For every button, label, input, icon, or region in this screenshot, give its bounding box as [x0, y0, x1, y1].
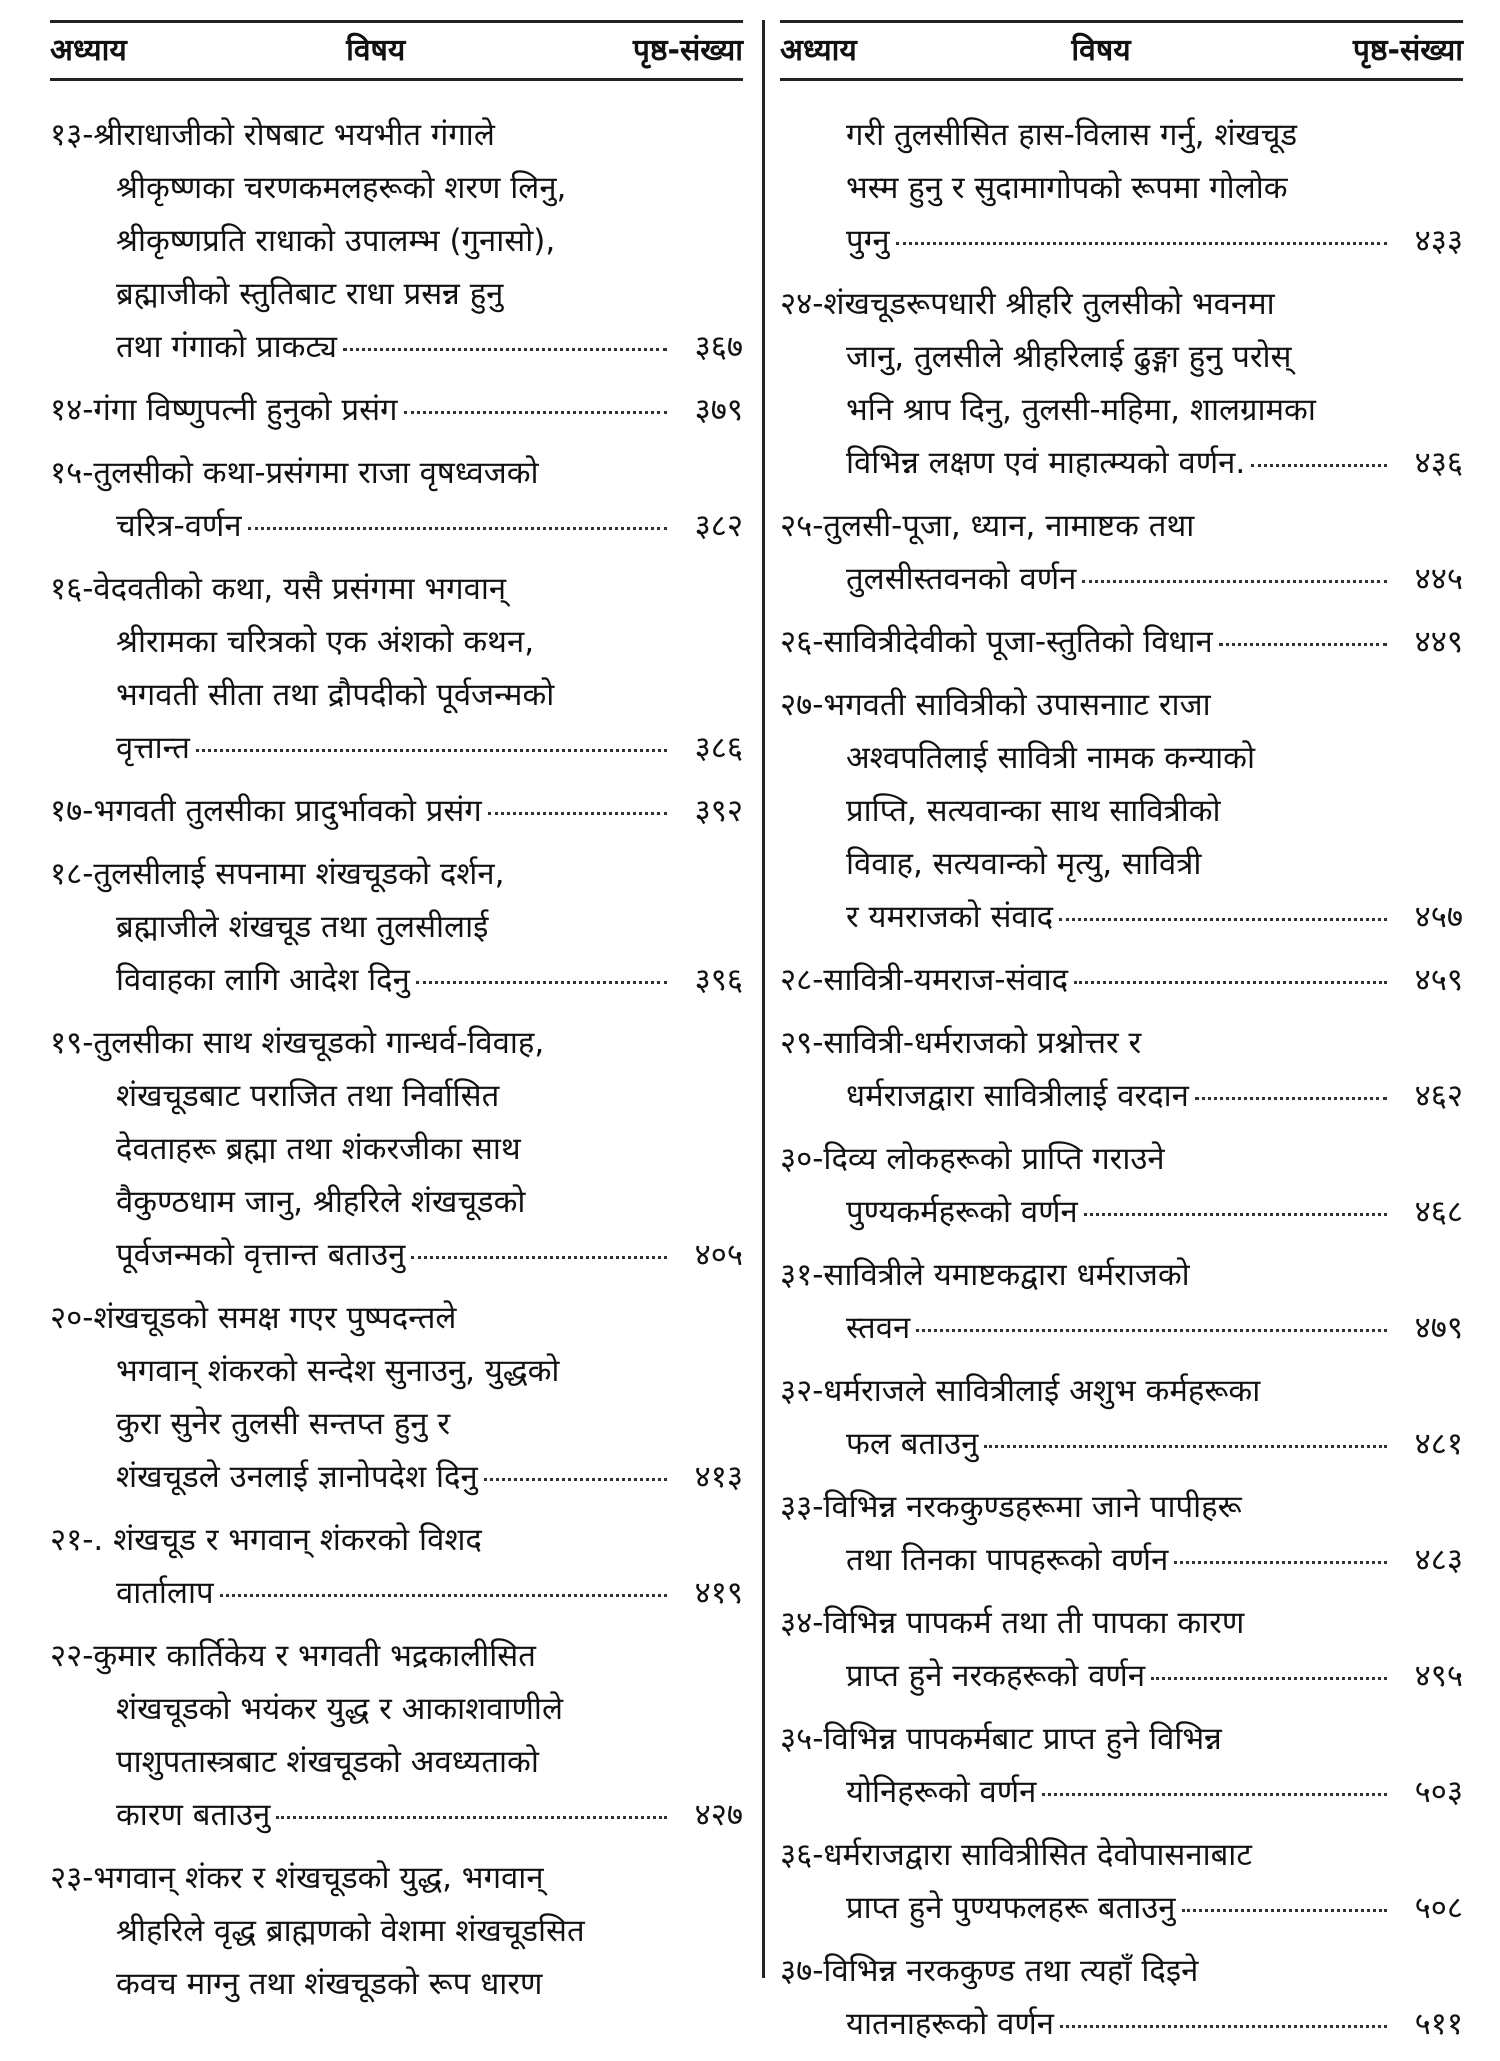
entry-page-number: ४२७ — [694, 1797, 743, 1833]
entry-last-line — [50, 1567, 673, 1620]
entry-last-line — [50, 954, 673, 1007]
right-column — [780, 20, 1463, 2061]
entry-line: भगवान् शंकरको सन्देश सुनाउनु, युद्धको — [116, 1353, 560, 1389]
toc-entry — [780, 500, 1463, 606]
entry-last-line-text: पुग्नु — [846, 223, 890, 259]
entry-last-line-text: वार्तालाप — [116, 1575, 214, 1611]
entry-line: ३२-धर्मराजले सावित्रीलाई अशुभ कर्महरूका — [780, 1373, 1261, 1409]
entry-line: ३१-सावित्रीले यमाष्टकद्वारा धर्मराजको — [780, 1257, 1190, 1293]
entry-line: १९-तुलसीका साथ शंखचूडको गान्धर्व-विवाह, — [50, 1025, 545, 1061]
entry-line: ३०-दिव्य लोकहरूको प्राप्ति गराउने — [780, 1141, 1165, 1177]
header-chapter: अध्याय — [780, 33, 857, 68]
toc-entry — [780, 679, 1463, 944]
left-column — [50, 20, 743, 2021]
entry-line: श्रीहरिले वृद्ध ब्राह्मणको वेशमा शंखचूडसित — [116, 1913, 585, 1949]
entry-line: देवताहरू ब्रह्मा तथा शंकरजीका साथ — [116, 1131, 521, 1167]
entry-page-number: ४३३ — [1414, 223, 1463, 259]
header-page-number: पृष्ठ-संख्या — [632, 33, 743, 68]
entry-text — [780, 1481, 1393, 1587]
entry-line: ब्रह्माजीले शंखचूड तथा तुलसीलाई — [116, 909, 489, 945]
entry-last-line-text: १७-भगवती तुलसीका प्रादुर्भावको प्रसंग — [50, 793, 482, 829]
entry-last-line-text: स्तवन — [846, 1310, 911, 1346]
entry-page-number: ३८२ — [694, 508, 743, 544]
entry-line: शंखचूडको भयंकर युद्ध र आकाशवाणीले — [116, 1691, 563, 1727]
entry-text — [50, 447, 673, 553]
toc-entry — [780, 278, 1463, 490]
dot-leader — [984, 1445, 1387, 1448]
entry-text — [780, 1597, 1393, 1703]
entry-line: कुरा सुनेर तुलसी सन्तप्त हुनु र — [116, 1406, 451, 1442]
toc-entry — [780, 1597, 1463, 1703]
entry-text — [780, 109, 1393, 268]
entry-last-line-text: कारण बताउनु — [116, 1797, 271, 1833]
toc-entry — [50, 1630, 743, 1842]
entry-line: गरी तुलसीसित हास-विलास गर्नु, शंखचूड — [846, 117, 1298, 153]
dot-leader — [196, 749, 667, 752]
entry-line: भनि श्राप दिनु, तुलसी-महिमा, शालग्रामका — [846, 392, 1316, 428]
entry-line: भस्म हुनु र सुदामागोपको रूपमा गोलोक — [846, 170, 1288, 206]
entry-line: २३-भगवान् शंकर र शंखचूडको युद्ध, भगवान् — [50, 1860, 544, 1896]
entry-page-number: ४५७ — [1414, 899, 1463, 935]
dot-leader — [1182, 1909, 1388, 1912]
dot-leader — [1042, 1793, 1387, 1796]
entry-page-number: ४६२ — [1414, 1078, 1463, 1114]
entry-page-number: ४६८ — [1414, 1194, 1463, 1230]
dot-leader — [343, 348, 667, 351]
entry-text — [780, 616, 1393, 669]
entry-text — [50, 848, 673, 1007]
header-chapter: अध्याय — [50, 33, 127, 68]
entry-text — [50, 1514, 673, 1620]
entry-line: २७-भगवती सावित्रीको उपासनााट राजा — [780, 687, 1211, 723]
entry-last-line — [50, 321, 673, 374]
entry-page-number: ४८१ — [1414, 1426, 1463, 1462]
toc-entry — [780, 1249, 1463, 1355]
toc-entry — [780, 1133, 1463, 1239]
dot-leader — [916, 1329, 1387, 1332]
entry-text — [50, 563, 673, 775]
toc-entry — [50, 1852, 743, 2011]
entry-text — [780, 500, 1393, 606]
entry-line: २५-तुलसी-पूजा, ध्यान, नामाष्टक तथा — [780, 508, 1195, 544]
entry-last-line — [780, 954, 1393, 1007]
toc-entry — [780, 1829, 1463, 1935]
entry-text — [780, 1133, 1393, 1239]
entry-last-line-text: पूर्वजन्मको वृत्तान्त बताउनु — [116, 1237, 406, 1273]
toc-entry — [780, 1945, 1463, 2051]
entry-last-line-text: यातनाहरूको वर्णन — [846, 2006, 1055, 2042]
entry-text — [50, 109, 673, 374]
entry-page-number: ३७९ — [694, 392, 743, 428]
entry-last-line — [780, 891, 1393, 944]
toc-entry — [780, 616, 1463, 669]
entry-text — [50, 1852, 673, 2011]
entry-line: कवच माग्नु तथा शंखचूडको रूप धारण — [116, 1966, 543, 2002]
left-entries — [50, 109, 743, 2011]
toc-entry — [780, 109, 1463, 268]
entry-line: १८-तुलसीलाई सपनामा शंखचूडको दर्शन, — [50, 856, 505, 892]
dot-leader — [1151, 1677, 1387, 1680]
toc-entry — [50, 109, 743, 374]
entry-last-line — [50, 384, 673, 437]
toc-entry — [50, 563, 743, 775]
entry-line: ३५-विभिन्न पापकर्मबाट प्राप्त हुने विभिन्न — [780, 1721, 1222, 1757]
entry-line: भगवती सीता तथा द्रौपदीको पूर्वजन्मको — [116, 677, 555, 713]
toc-entry — [50, 1292, 743, 1504]
entry-last-line-text: योनिहरूको वर्णन — [846, 1774, 1037, 1810]
entry-last-line — [50, 722, 673, 775]
header-rule — [50, 78, 743, 81]
entry-text — [780, 1713, 1393, 1819]
entry-last-line-text: र यमराजको संवाद — [846, 899, 1054, 935]
entry-line: २२-कुमार कार्तिकेय र भगवती भद्रकालीसित — [50, 1638, 536, 1674]
entry-line: वैकुण्ठधाम जानु, श्रीहरिले शंखचूडको — [116, 1184, 526, 1220]
entry-last-line — [780, 1302, 1393, 1355]
entry-text — [780, 1829, 1393, 1935]
entry-last-line-text: तथा तिनका पापहरूको वर्णन — [846, 1542, 1169, 1578]
entry-last-line-text: तथा गंगाको प्राकट्य — [116, 329, 337, 365]
header-subject: विषय — [346, 33, 406, 68]
entry-last-line — [780, 1070, 1393, 1123]
entry-text — [780, 954, 1393, 1007]
header-rule — [780, 78, 1463, 81]
entry-page-number: ४८३ — [1414, 1542, 1463, 1578]
dot-leader — [220, 1594, 667, 1597]
entry-last-line-text: वृत्तान्त — [116, 730, 190, 766]
column-header — [780, 23, 1463, 78]
entry-text — [50, 1630, 673, 1842]
entry-line: श्रीकृष्णका चरणकमलहरूको शरण लिनु, — [116, 170, 567, 206]
entry-last-line — [780, 553, 1393, 606]
entry-line: २०-शंखचूडको समक्ष गएर पुष्पदन्तले — [50, 1300, 457, 1336]
entry-last-line — [50, 500, 673, 553]
entry-page-number: ३६७ — [694, 329, 743, 365]
entry-last-line — [780, 1882, 1393, 1935]
entry-page-number: ४५९ — [1414, 962, 1463, 998]
toc-entry — [50, 447, 743, 553]
toc-entry — [780, 954, 1463, 1007]
entry-line: श्रीरामका चरित्रको एक अंशको कथन, — [116, 624, 535, 660]
entry-page-number: ३९२ — [694, 793, 743, 829]
entry-last-line — [780, 1418, 1393, 1471]
toc-entry — [50, 785, 743, 838]
entry-last-line-text: शंखचूडले उनलाई ज्ञानोपदेश दिनु — [116, 1459, 478, 1495]
entry-line: १५-तुलसीको कथा-प्रसंगमा राजा वृषध्वजको — [50, 455, 539, 491]
entry-line: ३३-विभिन्न नरककुण्डहरूमा जाने पापीहरू — [780, 1489, 1242, 1525]
entry-last-line — [780, 616, 1393, 669]
dot-leader — [404, 411, 668, 414]
entry-line: विवाह, सत्यवान्को मृत्यु, सावित्री — [846, 846, 1202, 882]
entry-line: पाशुपतास्त्रबाट शंखचूडको अवध्यताको — [116, 1744, 539, 1780]
entry-last-line-text: प्राप्त हुने नरकहरूको वर्णन — [846, 1658, 1146, 1694]
toc-entry — [780, 1713, 1463, 1819]
entry-last-line — [780, 215, 1393, 268]
entry-line: १३-श्रीराधाजीको रोषबाट भयभीत गंगाले — [50, 117, 495, 153]
entry-last-line-text: चरित्र-वर्णन — [116, 508, 242, 544]
entry-last-line — [780, 1650, 1393, 1703]
toc-entry — [780, 1017, 1463, 1123]
dot-leader — [248, 527, 667, 530]
entry-page-number: ४१९ — [694, 1575, 743, 1611]
entry-last-line — [780, 1186, 1393, 1239]
entry-text — [50, 1292, 673, 1504]
toc-entry — [50, 848, 743, 1007]
dot-leader — [896, 242, 1387, 245]
entry-last-line — [780, 437, 1393, 490]
entry-text — [50, 384, 673, 437]
entry-line: प्राप्ति, सत्यवान्का साथ सावित्रीको — [846, 793, 1221, 829]
header-page-number: पृष्ठ-संख्या — [1352, 33, 1463, 68]
entry-last-line-text: विभिन्न लक्षण एवं माहात्म्यको वर्णन. — [846, 445, 1246, 481]
entry-page-number: ४४९ — [1414, 624, 1463, 660]
entry-text — [50, 1017, 673, 1282]
dot-leader — [488, 812, 667, 815]
entry-text — [780, 1249, 1393, 1355]
entry-page-number: ३८६ — [694, 730, 743, 766]
entry-page-number: ४३६ — [1414, 445, 1463, 481]
toc-entry — [50, 384, 743, 437]
entry-last-line-text: पुण्यकर्महरूको वर्णन — [846, 1194, 1078, 1230]
header-subject: विषय — [1071, 33, 1131, 68]
entry-page-number: ४०५ — [694, 1237, 743, 1273]
entry-line: जानु, तुलसीले श्रीहरिलाई ढुङ्गा हुनु परोस् — [846, 339, 1292, 375]
entry-last-line-text: २६-सावित्रीदेवीको पूजा-स्तुतिको विधान — [780, 624, 1213, 660]
entry-last-line — [780, 1766, 1393, 1819]
entry-last-line — [780, 1534, 1393, 1587]
entry-line: ब्रह्माजीको स्तुतिबाट राधा प्रसन्न हुनु — [116, 276, 504, 312]
dot-leader — [416, 981, 667, 984]
entry-line: शंखचूडबाट पराजित तथा निर्वासित — [116, 1078, 500, 1114]
entry-text — [780, 1945, 1393, 2051]
entry-last-line-text: तुलसीस्तवनको वर्णन — [846, 561, 1077, 597]
entry-last-line-text: धर्मराजद्वारा सावित्रीलाई वरदान — [846, 1078, 1189, 1114]
toc-entry — [780, 1365, 1463, 1471]
entry-last-line-text: फल बताउनु — [846, 1426, 979, 1462]
entry-line: अश्वपतिलाई सावित्री नामक कन्याको — [846, 740, 1256, 776]
toc-entry — [50, 1514, 743, 1620]
entry-text — [780, 679, 1393, 944]
entry-line: ३६-धर्मराजद्वारा सावित्रीसित देवोपासनाबाट — [780, 1837, 1252, 1873]
entry-last-line-text: प्राप्त हुने पुण्यफलहरू बताउनु — [846, 1890, 1176, 1926]
entry-page-number: ४४५ — [1414, 561, 1463, 597]
entry-page-number: ५११ — [1414, 2006, 1463, 2042]
dot-leader — [1082, 580, 1387, 583]
column-header — [50, 23, 743, 78]
entry-last-line — [50, 1451, 673, 1504]
entry-last-line — [50, 1789, 673, 1842]
entry-text — [780, 1017, 1393, 1123]
entry-text — [780, 1365, 1393, 1471]
entry-text — [50, 785, 673, 838]
dot-leader — [276, 1816, 667, 1819]
dot-leader — [1084, 1213, 1387, 1216]
entry-page-number: ५०८ — [1414, 1890, 1463, 1926]
entry-last-line — [50, 785, 673, 838]
column-divider — [762, 20, 765, 1978]
entry-line: ३७-विभिन्न नरककुण्ड तथा त्यहाँ दिइने — [780, 1953, 1199, 1989]
entry-line: २४-शंखचूडरूपधारी श्रीहरि तुलसीको भवनमा — [780, 286, 1275, 322]
entry-last-line-text: २८-सावित्री-यमराज-संवाद — [780, 962, 1069, 998]
entry-line: २९-सावित्री-धर्मराजको प्रश्नोत्तर र — [780, 1025, 1142, 1061]
entry-page-number: ४९५ — [1414, 1658, 1463, 1694]
entry-page-number: ४१३ — [694, 1459, 743, 1495]
dot-leader — [1251, 464, 1387, 467]
entry-line: १६-वेदवतीको कथा, यसै प्रसंगमा भगवान् — [50, 571, 507, 607]
dot-leader — [411, 1256, 667, 1259]
entry-last-line — [780, 1998, 1393, 2051]
entry-text — [780, 278, 1393, 490]
dot-leader — [1219, 643, 1387, 646]
entry-page-number: ५०३ — [1414, 1774, 1463, 1810]
entry-line: श्रीकृष्णप्रति राधाको उपालम्भ (गुनासो), — [116, 223, 556, 259]
dot-leader — [1060, 2025, 1387, 2028]
entry-page-number: ३९६ — [694, 962, 743, 998]
toc-entry — [50, 1017, 743, 1282]
dot-leader — [1059, 918, 1387, 921]
toc-entry — [780, 1481, 1463, 1587]
entry-last-line-text: विवाहका लागि आदेश दिनु — [116, 962, 410, 998]
right-entries — [780, 109, 1463, 2051]
entry-last-line — [50, 1229, 673, 1282]
dot-leader — [1174, 1561, 1387, 1564]
entry-line: २१-. शंखचूड र भगवान् शंकरको विशद — [50, 1522, 482, 1558]
dot-leader — [1195, 1097, 1387, 1100]
entry-line: ३४-विभिन्न पापकर्म तथा ती पापका कारण — [780, 1605, 1245, 1641]
entry-last-line-text: १४-गंगा विष्णुपत्नी हुनुको प्रसंग — [50, 392, 398, 428]
dot-leader — [484, 1478, 667, 1481]
entry-page-number: ४७९ — [1414, 1310, 1463, 1346]
dot-leader — [1074, 981, 1387, 984]
